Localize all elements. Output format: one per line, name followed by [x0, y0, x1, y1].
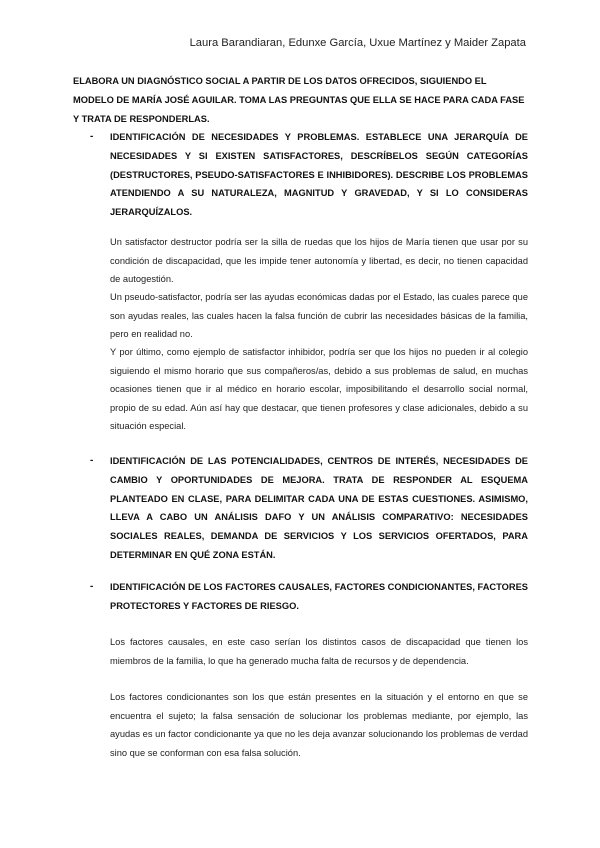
bullet-marker: - — [90, 131, 94, 142]
paragraph-destructor: Un satisfactor destructor podría ser la silla de ruedas que los hijos de María tienen que usar por su condición de discapacidad, que les impide tener autonomía y libertad, es decir, no tienen capacidad de autogestión. — [110, 237, 528, 285]
paragraph-causal-factors: Los factores causales, en este caso serían los distintos casos de discapacidad que tienen los miembros de la familia, lo que ha generado mucha falta de recursos y de dependencia. — [110, 637, 528, 666]
section-heading: IDENTIFICACIÓN DE LOS FACTORES CAUSALES, FACTORES CONDICIONANTES, FACTORES PROTECTORES Y FACTORES DE RIESGO. — [110, 582, 528, 611]
paragraph-pseudo-satisfactor: Un pseudo-satisfactor, podría ser las ayudas económicas dadas por el Estado, las cuales parece que son ayudas reales, las cuales hacen la falsa función de cubrir las necesidades básicas de la familia, pero en realidad no. — [110, 292, 528, 340]
paragraph-conditioning-factors: Los factores condicionantes son los que están presentes en la situación y el entorno en que se encuentra el sujeto; la falsa sensación de solucionar los problemas mediante, por ejemplo, las ayudas es un factor condicionante ya que no les deja avanzar solucionando los problemas de verdad sino que se conforman con esa falsa solución. — [110, 692, 528, 758]
section-factors — [92, 578, 528, 616]
page-header-authors: Laura Barandiaran, Edunxe García, Uxue Martínez y Maider Zapata — [189, 37, 526, 49]
section-heading: IDENTIFICACIÓN DE NECESIDADES Y PROBLEMAS. ESTABLECE UNA JERARQUÍA DE NECESIDADES Y SI EXISTEN SATISFACTORES, DESCRÍBELOS SEGÚN CATEGORÍAS (DESTRUCTORES, PSEUDO-SATISFACTORES E INHIBIDORES). DESCRIBE LOS PROBLEMAS ATENDIENDO A SU NATURALEZA, MAGNITUD Y GRAVEDAD, Y SI LO CONSIDERAS JERARQUÍZALOS. — [110, 132, 528, 218]
assignment-instructions: ELABORA UN DIAGNÓSTICO SOCIAL A PARTIR DE LOS DATOS OFRECIDOS, SIGUIENDO EL MODELO DE MARÍA JOSÉ AGUILAR. TOMA LAS PREGUNTAS QUE ELLA SE HACE PARA CADA FASE Y TRATA DE RESPONDERLAS. — [73, 76, 525, 124]
section-needs-problems — [92, 128, 528, 222]
section-potentialities — [92, 452, 528, 565]
paragraph-inhibidor: Y por último, como ejemplo de satisfactor inhibidor, podría ser que los hijos no pueden ir al colegio siguiendo el mismo horario que sus compañeros/as, debido a sus problemas de salud, en muchas ocasiones tienen que ir al médico en horario escolar, imposibilitando el desarrollo social normal, propio de su edad. Aún así hay que destacar, que tienen profesores y clase adicionales, debido a su situación especial. — [110, 347, 528, 432]
section-heading: IDENTIFICACIÓN DE LAS POTENCIALIDADES, CENTROS DE INTERÉS, NECESIDADES DE CAMBIO Y OPORTUNIDADES DE MEJORA. TRATA DE RESPONDER AL ESQUEMA PLANTEADO EN CLASE, PARA DELIMITAR CADA UNA DE ESTAS CUESTIONES. ASIMISMO, LLEVA A CABO UN ANÁLISIS DAFO Y UN ANÁLISIS COMPARATIVO: NECESIDADES SOCIALES REALES, DEMANDA DE SERVICIOS Y LOS SERVICIOS OFERTADOS, PARA DETERMINAR EN QUÉ ZONA ESTÁN. — [110, 456, 528, 560]
bullet-marker: - — [90, 581, 94, 592]
bullet-marker: - — [90, 455, 94, 466]
